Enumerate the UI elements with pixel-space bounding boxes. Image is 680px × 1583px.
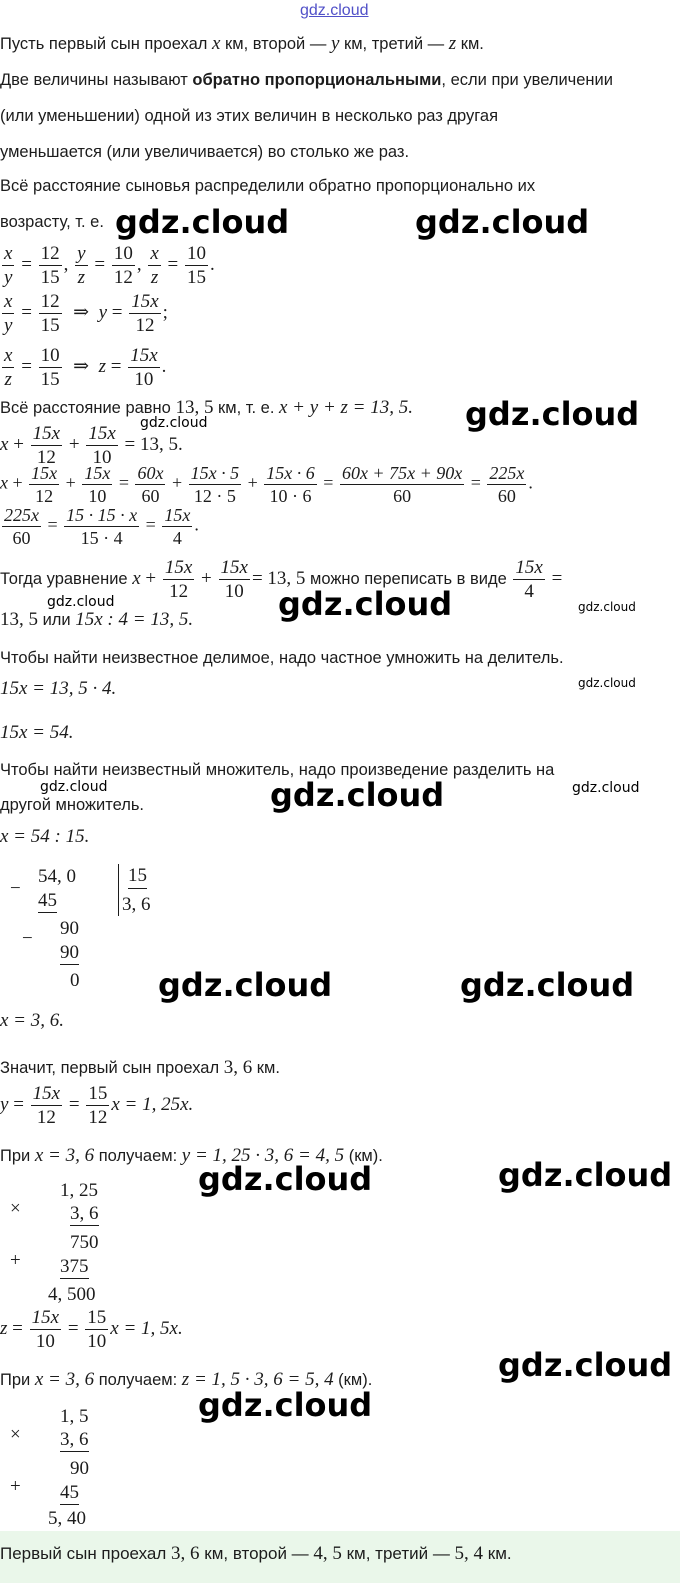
watermark: gdz.cloud [40,779,108,795]
watermark: gdz.cloud [270,776,445,814]
division-bar [118,864,119,916]
z-value-line: При x = 3, 6 получаем: z = 1, 5 · 3, 6 = 5, 4 (км). [0,1369,373,1390]
fraction: $\frac{12}{15}$ [40,243,60,288]
watermark: gdz.cloud [460,966,635,1004]
plus-sign: + [10,1250,21,1271]
simplify-equation: $\frac{225x}{60}$ = $\frac{15 \cdot 15 \cdot x}{15 \cdot 4}$ = $\frac{15x}{4}$ . [4,505,199,548]
var-x: x [212,33,221,54]
total-distance-line: Всё расстояние равно 13, 5 км, т. е. x + y + z = 13, 5. [0,397,413,418]
factor-rule-line-2: другой множитель. [0,796,145,814]
division-remainder-1: 90 [60,918,79,939]
mult-y-factor-2: 3, 6 [70,1203,99,1224]
intro-text-a: Пусть первый сын проехал [0,35,212,53]
var-y: y [330,33,340,54]
fraction: $\frac{x}{z}$ [150,243,159,288]
intro-text-d: км. [456,35,484,53]
first-son-line: Значит, первый сын проехал 3, 6 км. [0,1057,280,1078]
y-from-x-equation: $\frac{x}{y}$ = $\frac{12}{15}$ ⇒ y = $\frac{15x}{12}$ ; [4,291,168,336]
mult-z-partial-1: 90 [70,1458,89,1479]
equation-x-quotient: x = 54 : 15. [0,826,90,847]
common-denominator-equation: x + $\frac{15x}{12}$ + $\frac{15x}{10}$ = $\frac{60x}{60}$ + $\frac{15x \cdot 5}{12 \cdot 5}$ + $\frac{15x \cdot 6}{10 \cdot 6}$ = $\frac{60x + 75x + 90x}{60}$ = $\frac{225x}{60}$ . [0,463,533,506]
distribution-line-2: возрасту, т. е. [0,213,104,231]
watermark: gdz.cloud [415,203,590,241]
times-sign: × [10,1198,21,1219]
watermark: gdz.cloud [278,585,453,623]
watermark: gdz.cloud [498,1346,673,1384]
rewrite-line-1: Тогда уравнение x + $\frac{15x}{12}$ + $\frac{15x}{10}$ = 13, 5 можно переписать в виде $\frac{15x}{4}$ = [0,557,563,602]
factor-rule-line-1: Чтобы найти неизвестный множитель, надо произведение разделить на [0,761,555,779]
plus-sign: + [10,1476,21,1497]
watermark: gdz.cloud [578,676,636,690]
mult-z-factor-2: 3, 6 [60,1429,89,1450]
proportion-equations: $\frac{x}{y}$ = $\frac{12}{15}$ , $\frac{y}{z}$ = $\frac{10}{12}$ , $\frac{x}{z}$ = $\frac{10}{15}$ . [4,243,215,288]
intro-text-c: км, третий — [339,35,449,53]
sum-equation: x + $\frac{15x}{12}$ + $\frac{15x}{10}$ = 13, 5. [0,423,183,468]
equation-15x-54: 15x = 54. [0,722,74,743]
watermark: gdz.cloud [465,395,640,433]
final-answer: Первый сын проехал 3, 6 км, второй — 4, 5 км, третий — 5, 4 км. [0,1543,512,1564]
def-text-a: Две величины называют [0,71,193,89]
multiplication-y [10,1178,120,1308]
equation-x-result: x = 3, 6. [0,1010,65,1031]
def-text-c: , если при увеличении [441,71,613,89]
definition-line-3: уменьшается (или увеличивается) во столько же раз. [0,143,410,161]
intro-line [0,34,484,54]
division-subtrahend-2: 90 [60,942,79,963]
equation-15x-product: 15x = 13, 5 · 4. [0,678,117,699]
mult-z-partial-2: 45 [60,1482,79,1503]
definition-line-2: (или уменьшении) одной из этих величин в несколько раз другая [0,107,499,125]
z-expression: z = $\frac{15x}{10}$ = $\frac{15}{10}$ x = 1, 5x. [0,1307,183,1352]
watermark: gdz.cloud [578,600,636,614]
times-sign: × [10,1424,21,1445]
watermark: gdz.cloud [115,203,290,241]
definition-line-1 [0,70,613,90]
long-division [10,864,170,994]
y-value-line: При x = 3, 6 получаем: y = 1, 25 · 3, 6 = 4, 5 (км). [0,1145,383,1166]
watermark: gdz.cloud [158,966,333,1004]
division-subtrahend-1: 45 [38,890,57,911]
division-quotient: 3, 6 [122,894,151,915]
division-divisor: 15 [128,864,147,889]
fraction: $\frac{y}{z}$ [77,243,86,288]
mult-z-result: 5, 40 [48,1508,86,1529]
mult-y-partial-1: 750 [70,1232,99,1253]
mult-y-partial-2: 375 [60,1256,89,1277]
mult-y-factor-1: 1, 25 [60,1180,98,1201]
watermark: gdz.cloud [198,1160,373,1198]
z-from-x-equation: $\frac{x}{z}$ = $\frac{10}{15}$ ⇒ z = $\frac{15x}{10}$ . [4,345,167,390]
rewrite-line-2: 13, 5 или 15x : 4 = 13, 5. [0,609,194,630]
fraction: $\frac{10}{12}$ [113,243,133,288]
watermark: gdz.cloud [140,415,208,431]
watermark: gdz.cloud [572,780,640,796]
site-header-link[interactable]: gdz.cloud [300,2,369,19]
watermark: gdz.cloud [198,1386,373,1424]
var-z: z [448,33,457,54]
fraction: $\frac{x}{y}$ [4,243,13,288]
multiplication-z [10,1404,120,1534]
division-dividend: 54, 0 [38,866,76,887]
y-expression: y = $\frac{15x}{12}$ = $\frac{15}{12}$ x = 1, 25x. [0,1083,194,1128]
minus-sign: − [22,928,33,949]
watermark: gdz.cloud [498,1156,673,1194]
division-remainder-2: 0 [70,970,80,991]
dividend-rule: Чтобы найти неизвестное делимое, надо частное умножить на делитель. [0,649,564,667]
minus-sign: − [10,878,21,899]
distribution-line-1: Всё расстояние сыновья распределили обратно пропорционально их [0,177,536,195]
mult-z-factor-1: 1, 5 [60,1406,89,1427]
watermark: gdz.cloud [47,594,115,610]
intro-text-b: км, второй — [220,35,331,53]
fraction: $\frac{10}{15}$ [186,243,206,288]
def-term: обратно пропорциональными [192,71,442,89]
mult-y-result: 4, 500 [48,1284,96,1305]
